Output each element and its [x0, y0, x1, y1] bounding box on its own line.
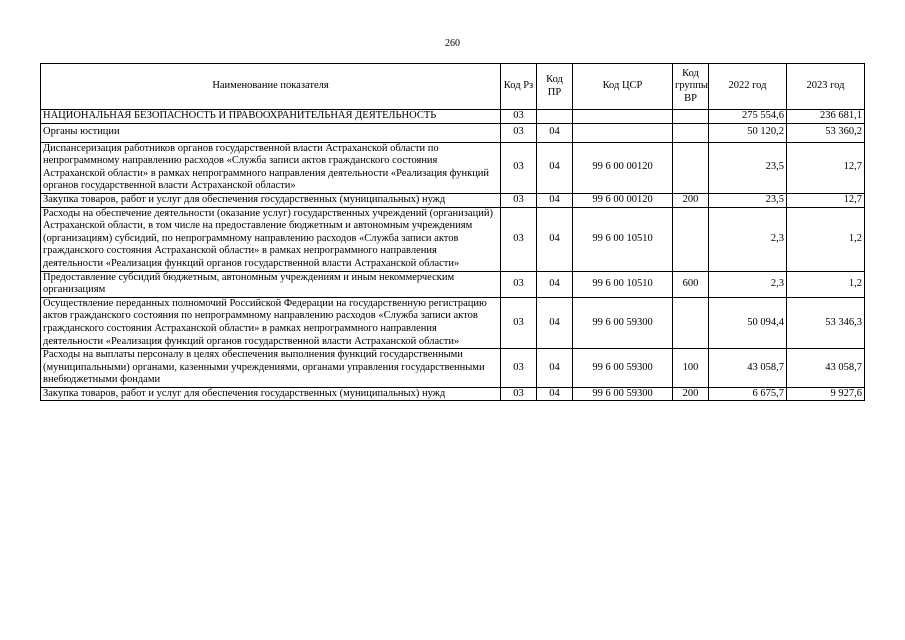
row-rz: 03: [501, 387, 537, 401]
row-name: Закупка товаров, работ и услуг для обеспечения государственных (муниципальных) нужд: [41, 193, 501, 207]
header-name: Наименование показателя: [41, 64, 501, 110]
row-vr: 600: [673, 271, 709, 297]
row-csr: 99 6 00 59300: [573, 387, 673, 401]
row-2022: 2,3: [709, 207, 787, 271]
row-2022: 50 094,4: [709, 297, 787, 348]
row-pr: 04: [537, 387, 573, 401]
table-row: [41, 271, 865, 297]
row-2023: 1,2: [787, 271, 865, 297]
row-pr: 04: [537, 207, 573, 271]
row-csr: 99 6 00 59300: [573, 297, 673, 348]
row-pr: 04: [537, 123, 573, 142]
table-row: [41, 193, 865, 207]
row-2022: 23,5: [709, 193, 787, 207]
row-2023: 12,7: [787, 193, 865, 207]
row-vr: 100: [673, 349, 709, 388]
row-name: Закупка товаров, работ и услуг для обеспечения государственных (муниципальных) нужд: [41, 387, 501, 401]
row-name: Органы юстиции: [41, 123, 501, 142]
row-vr: [673, 297, 709, 348]
row-2023: 9 927,6: [787, 387, 865, 401]
row-2023: 236 681,1: [787, 110, 865, 124]
table-row: [41, 123, 865, 142]
row-2023: 53 360,2: [787, 123, 865, 142]
table-header-row: [41, 64, 865, 110]
header-vr: Код группы ВР: [673, 64, 709, 110]
row-2023: 12,7: [787, 142, 865, 193]
row-name: Расходы на выплаты персоналу в целях обеспечения выполнения функций государственными (муниципальными) органами, казенными учреждениями, органами управления государственными внебюджетными фондами: [41, 349, 501, 388]
row-2023: 43 058,7: [787, 349, 865, 388]
row-pr: 04: [537, 271, 573, 297]
row-csr: 99 6 00 00120: [573, 142, 673, 193]
row-2022: 50 120,2: [709, 123, 787, 142]
row-rz: 03: [501, 271, 537, 297]
row-csr: [573, 123, 673, 142]
table-row: [41, 110, 865, 124]
header-csr: Код ЦСР: [573, 64, 673, 110]
row-name: Диспансеризация работников органов государственной власти Астраханской области по непрограммному направлению расходов «Служба записи актов гражданского состояния Астраханской области» в рамках непрограммного направления деятельности «Реализация функций органов государственной власти Астраханской области»: [41, 142, 501, 193]
row-pr: 04: [537, 142, 573, 193]
table-row: [41, 142, 865, 193]
row-2022: 6 675,7: [709, 387, 787, 401]
row-vr: [673, 123, 709, 142]
row-rz: 03: [501, 207, 537, 271]
row-name: НАЦИОНАЛЬНАЯ БЕЗОПАСНОСТЬ И ПРАВООХРАНИТЕЛЬНАЯ ДЕЯТЕЛЬНОСТЬ: [41, 110, 501, 124]
row-2022: 275 554,6: [709, 110, 787, 124]
row-name: Расходы на обеспечение деятельности (оказание услуг) государственных учреждений (организаций) Астраханской области, в том числе на предоставление бюджетным и автономным учреждениям (организациям) субсидий, по непрограммному направлению расходов «Служба записи актов гражданского состояния Астраханской области» в рамках непрограммного направления деятельности «Реализация функций органов государственной власти Астраханской области»: [41, 207, 501, 271]
row-rz: 03: [501, 110, 537, 124]
budget-table: [40, 63, 865, 401]
row-vr: 200: [673, 193, 709, 207]
row-name: Осуществление переданных полномочий Российской Федерации на государственную регистрацию актов гражданского состояния по непрограммному направлению расходов «Служба записи актов гражданского состояния Астраханской области» в рамках непрограммного направления деятельности «Реализация функций органов государственной власти Астраханской области»: [41, 297, 501, 348]
table-row: [41, 207, 865, 271]
row-vr: [673, 207, 709, 271]
row-csr: [573, 110, 673, 124]
row-vr: [673, 110, 709, 124]
row-csr: 99 6 00 10510: [573, 271, 673, 297]
row-rz: 03: [501, 193, 537, 207]
row-pr: [537, 110, 573, 124]
row-rz: 03: [501, 297, 537, 348]
row-pr: 04: [537, 193, 573, 207]
page-number: 260: [445, 38, 460, 49]
row-rz: 03: [501, 123, 537, 142]
header-pr: Код ПР: [537, 64, 573, 110]
table-row: [41, 349, 865, 388]
row-2023: 1,2: [787, 207, 865, 271]
row-vr: [673, 142, 709, 193]
row-rz: 03: [501, 142, 537, 193]
row-vr: 200: [673, 387, 709, 401]
row-rz: 03: [501, 349, 537, 388]
header-rz: Код Рз: [501, 64, 537, 110]
table-row: [41, 297, 865, 348]
row-pr: 04: [537, 349, 573, 388]
row-csr: 99 6 00 00120: [573, 193, 673, 207]
row-2023: 53 346,3: [787, 297, 865, 348]
row-2022: 23,5: [709, 142, 787, 193]
row-pr: 04: [537, 297, 573, 348]
row-name: Предоставление субсидий бюджетным, автономным учреждениям и иным некоммерческим организациям: [41, 271, 501, 297]
header-2023: 2023 год: [787, 64, 865, 110]
row-2022: 43 058,7: [709, 349, 787, 388]
header-2022: 2022 год: [709, 64, 787, 110]
row-csr: 99 6 00 10510: [573, 207, 673, 271]
row-csr: 99 6 00 59300: [573, 349, 673, 388]
row-2022: 2,3: [709, 271, 787, 297]
table-row: [41, 387, 865, 401]
